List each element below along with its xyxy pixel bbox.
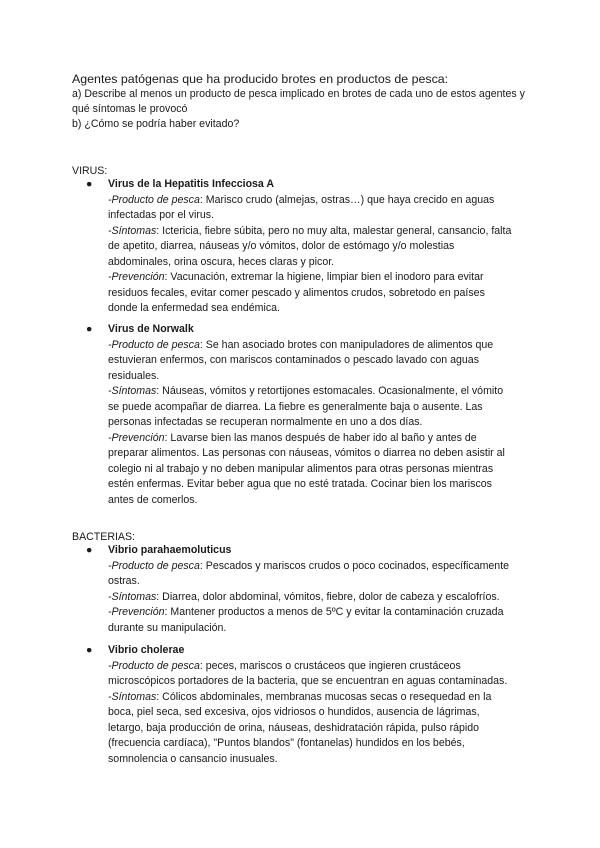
prevencion-label: -Prevención — [108, 431, 165, 444]
pathogen-details — [86, 193, 516, 317]
sintomas-sep: : — [156, 590, 160, 603]
prevencion-sep: : — [164, 606, 168, 618]
pathogen-name: Virus de la Hepatitis Infecciosa A — [108, 178, 275, 190]
intro-block — [72, 71, 542, 132]
pathogen-details — [86, 659, 516, 768]
pathogen-hepatitis-a — [86, 177, 516, 317]
section-label-bacterias: BACTERIAS: — [72, 531, 135, 543]
sintomas-sep: : — [156, 224, 160, 237]
sintomas-line — [108, 224, 516, 271]
pathogen-heading — [86, 177, 516, 193]
producto-line — [108, 193, 516, 224]
producto-label: -Producto de pesca — [108, 659, 200, 672]
pathogen-norwalk — [86, 322, 516, 508]
producto-text: Pescados y mariscos crudos o poco cocinados, específicamente ostras. — [108, 559, 510, 587]
producto-line — [108, 338, 516, 385]
pathogen-heading — [86, 322, 516, 338]
sintomas-line — [108, 384, 516, 431]
pathogen-details — [86, 338, 516, 509]
pathogen-name: Vibrio cholerae — [108, 644, 185, 656]
prevencion-text: Lavarse bien las manos después de haber ido al baño y antes de preparar alimentos. Las personas con náuseas, vómitos o diarrea no deben asistir al colegio ni al trabajo y no deben manipular alimentos para otras personas mientras estén enfermas. Evitar beber agua que no esté tratada. Cocinar bien los mariscos antes de comerlos. — [108, 431, 505, 506]
producto-sep: : — [199, 338, 203, 351]
sintomas-text: Cólicos abdominales, membranas mucosas secas o resequedad en la boca, piel seca, sed excesiva, ojos vidriosos o hundidos, ausencia de lágrimas, letargo, baja producción de orina, náuseas, deshidratación rápida, pulso rápido (frecuencia cardíaca), "Puntos blandos" (fontanelas) hundidos en los bebés, somnolencia o cansancio inusuales. — [108, 690, 492, 765]
pathogen-name: Vibrio parahaemoluticus — [108, 544, 232, 556]
sintomas-sep: : — [156, 385, 160, 397]
sintomas-label: -Síntomas — [108, 690, 157, 703]
pathogen-heading — [86, 643, 516, 659]
producto-sep: : — [199, 659, 203, 672]
question-a: a) Describe al menos un producto de pesca implicado en brotes de cada uno de estos agentes y qué síntomas le provocó — [72, 88, 525, 115]
sintomas-text: Náuseas, vómitos y retortijones estomacales. Ocasionalmente, el vómito se puede acompañar de diarrea. La fiebre es generalmente baja o ausente. Las personas infectadas se recuperan normalmente en uno a dos días. — [108, 385, 504, 428]
sintomas-label: -Síntomas — [108, 590, 157, 603]
producto-label: -Producto de pesca — [108, 193, 200, 206]
bullet-icon: ● — [86, 644, 93, 656]
producto-text: Se han asociado brotes con manipuladores de alimentos que estuvieran enfermos, con mariscos contaminados o pescado lavado con aguas residuales. — [108, 338, 494, 382]
producto-label: -Producto de pesca — [108, 338, 200, 351]
pathogen-vibrio-parahaemolyticus — [86, 543, 516, 636]
prevencion-line — [108, 605, 516, 636]
prevencion-label: -Prevención — [108, 271, 165, 283]
producto-text: Marisco crudo (almejas, ostras…) que haya crecido en aguas infectadas por el virus. — [108, 193, 495, 221]
prevencion-line — [108, 431, 516, 509]
producto-text: peces, mariscos o crustáceos que ingieren crustáceos microscópicos portadores de la bacteria, que se encuentran en aguas contaminadas. — [108, 659, 508, 687]
sintomas-line — [108, 690, 516, 768]
prevencion-line — [108, 270, 516, 317]
sintomas-text: Ictericia, fiebre súbita, pero no muy alta, malestar general, cansancio, falta de apetito, diarrea, náuseas y/o vómitos, dolor de estómago y/o molestias abdominales, orina oscura, heces claras y picor. — [108, 224, 512, 268]
bullet-icon: ● — [86, 178, 93, 190]
prevencion-sep: : — [164, 271, 168, 283]
bullet-icon: ● — [86, 323, 93, 335]
producto-line — [108, 659, 516, 690]
prevencion-text: Vacunación, extremar la higiene, limpiar bien el inodoro para evitar residuos fecales, evitar comer pescado y alimentos crudos, sobretodo en países donde la enfermedad sea endémica. — [108, 271, 485, 314]
producto-line — [108, 559, 516, 590]
sintomas-label: -Síntomas — [108, 224, 157, 237]
sintomas-text: Diarrea, dolor abdominal, vómitos, fiebre, dolor de cabeza y escalofríos. — [159, 590, 500, 603]
sintomas-label: -Síntomas — [108, 385, 157, 397]
prevencion-text: Mantener productos a menos de 5ºC y evitar la contaminación cruzada durante su manipulación. — [108, 606, 504, 634]
producto-sep: : — [199, 559, 203, 572]
bullet-icon: ● — [86, 544, 93, 556]
prevencion-sep: : — [164, 431, 168, 444]
pathogen-vibrio-cholerae — [86, 643, 516, 767]
section-label-virus: VIRUS: — [72, 165, 108, 177]
prevencion-label: -Prevención — [108, 606, 165, 618]
producto-sep: : — [199, 193, 203, 206]
sintomas-line — [108, 590, 516, 606]
document-title: Agentes patógenas que ha producido brotes en productos de pesca: — [72, 72, 449, 86]
sintomas-sep: : — [156, 690, 160, 703]
pathogen-details — [86, 559, 516, 637]
producto-label: -Producto de pesca — [108, 559, 200, 572]
pathogen-heading — [86, 543, 516, 559]
question-b: b) ¿Cómo se podría haber evitado? — [72, 118, 240, 130]
pathogen-name: Virus de Norwalk — [108, 323, 194, 335]
